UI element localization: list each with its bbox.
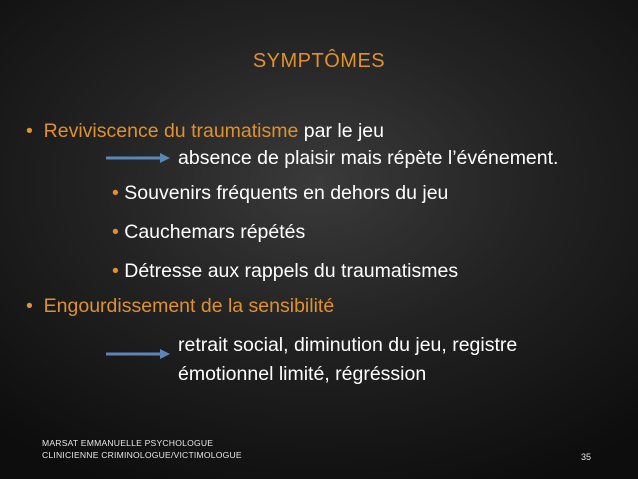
footer-author: [42, 437, 242, 461]
bullet-marker: •: [112, 221, 119, 243]
slide-title: SYMPTÔMES: [252, 50, 386, 72]
item-text: Détresse aux rappels du traumatismes: [124, 260, 459, 282]
page-number: 35: [581, 452, 592, 462]
arrow-text-retrait: retrait social, diminution du jeu, registre: [178, 334, 518, 356]
sub-bullet-cauchemars: [112, 223, 305, 243]
sub-bullet-souvenirs: [112, 184, 448, 204]
item-highlight: Engourdissement de la sensibilité: [43, 295, 335, 317]
bullet-marker: •: [26, 120, 33, 142]
bullet-marker: •: [112, 182, 119, 204]
right-arrow-icon: [104, 346, 172, 362]
item-text: Cauchemars répétés: [124, 221, 306, 243]
footer-line-1: MARSAT EMMANUELLE PSYCHOLOGUE: [42, 438, 214, 448]
continuation-text-emotionnel: émotionnel limité, régréssion: [178, 363, 427, 385]
bullet-marker: •: [26, 295, 33, 317]
bullet-item-reviviscence: [26, 122, 384, 142]
item-text: par le jeu: [298, 120, 384, 142]
arrow-text-absence: absence de plaisir mais répète l’événement.: [178, 147, 559, 169]
bullet-item-engourdissement: [26, 297, 334, 317]
footer-line-2: CLINICIENNE CRIMINOLOGUE/VICTIMOLOGUE: [42, 450, 242, 460]
item-highlight: Reviviscence du traumatisme: [43, 120, 299, 142]
right-arrow-icon: [104, 150, 172, 166]
sub-bullet-detresse: [112, 262, 458, 282]
item-text: Souvenirs fréquents en dehors du jeu: [124, 182, 449, 204]
bullet-marker: •: [112, 260, 119, 282]
